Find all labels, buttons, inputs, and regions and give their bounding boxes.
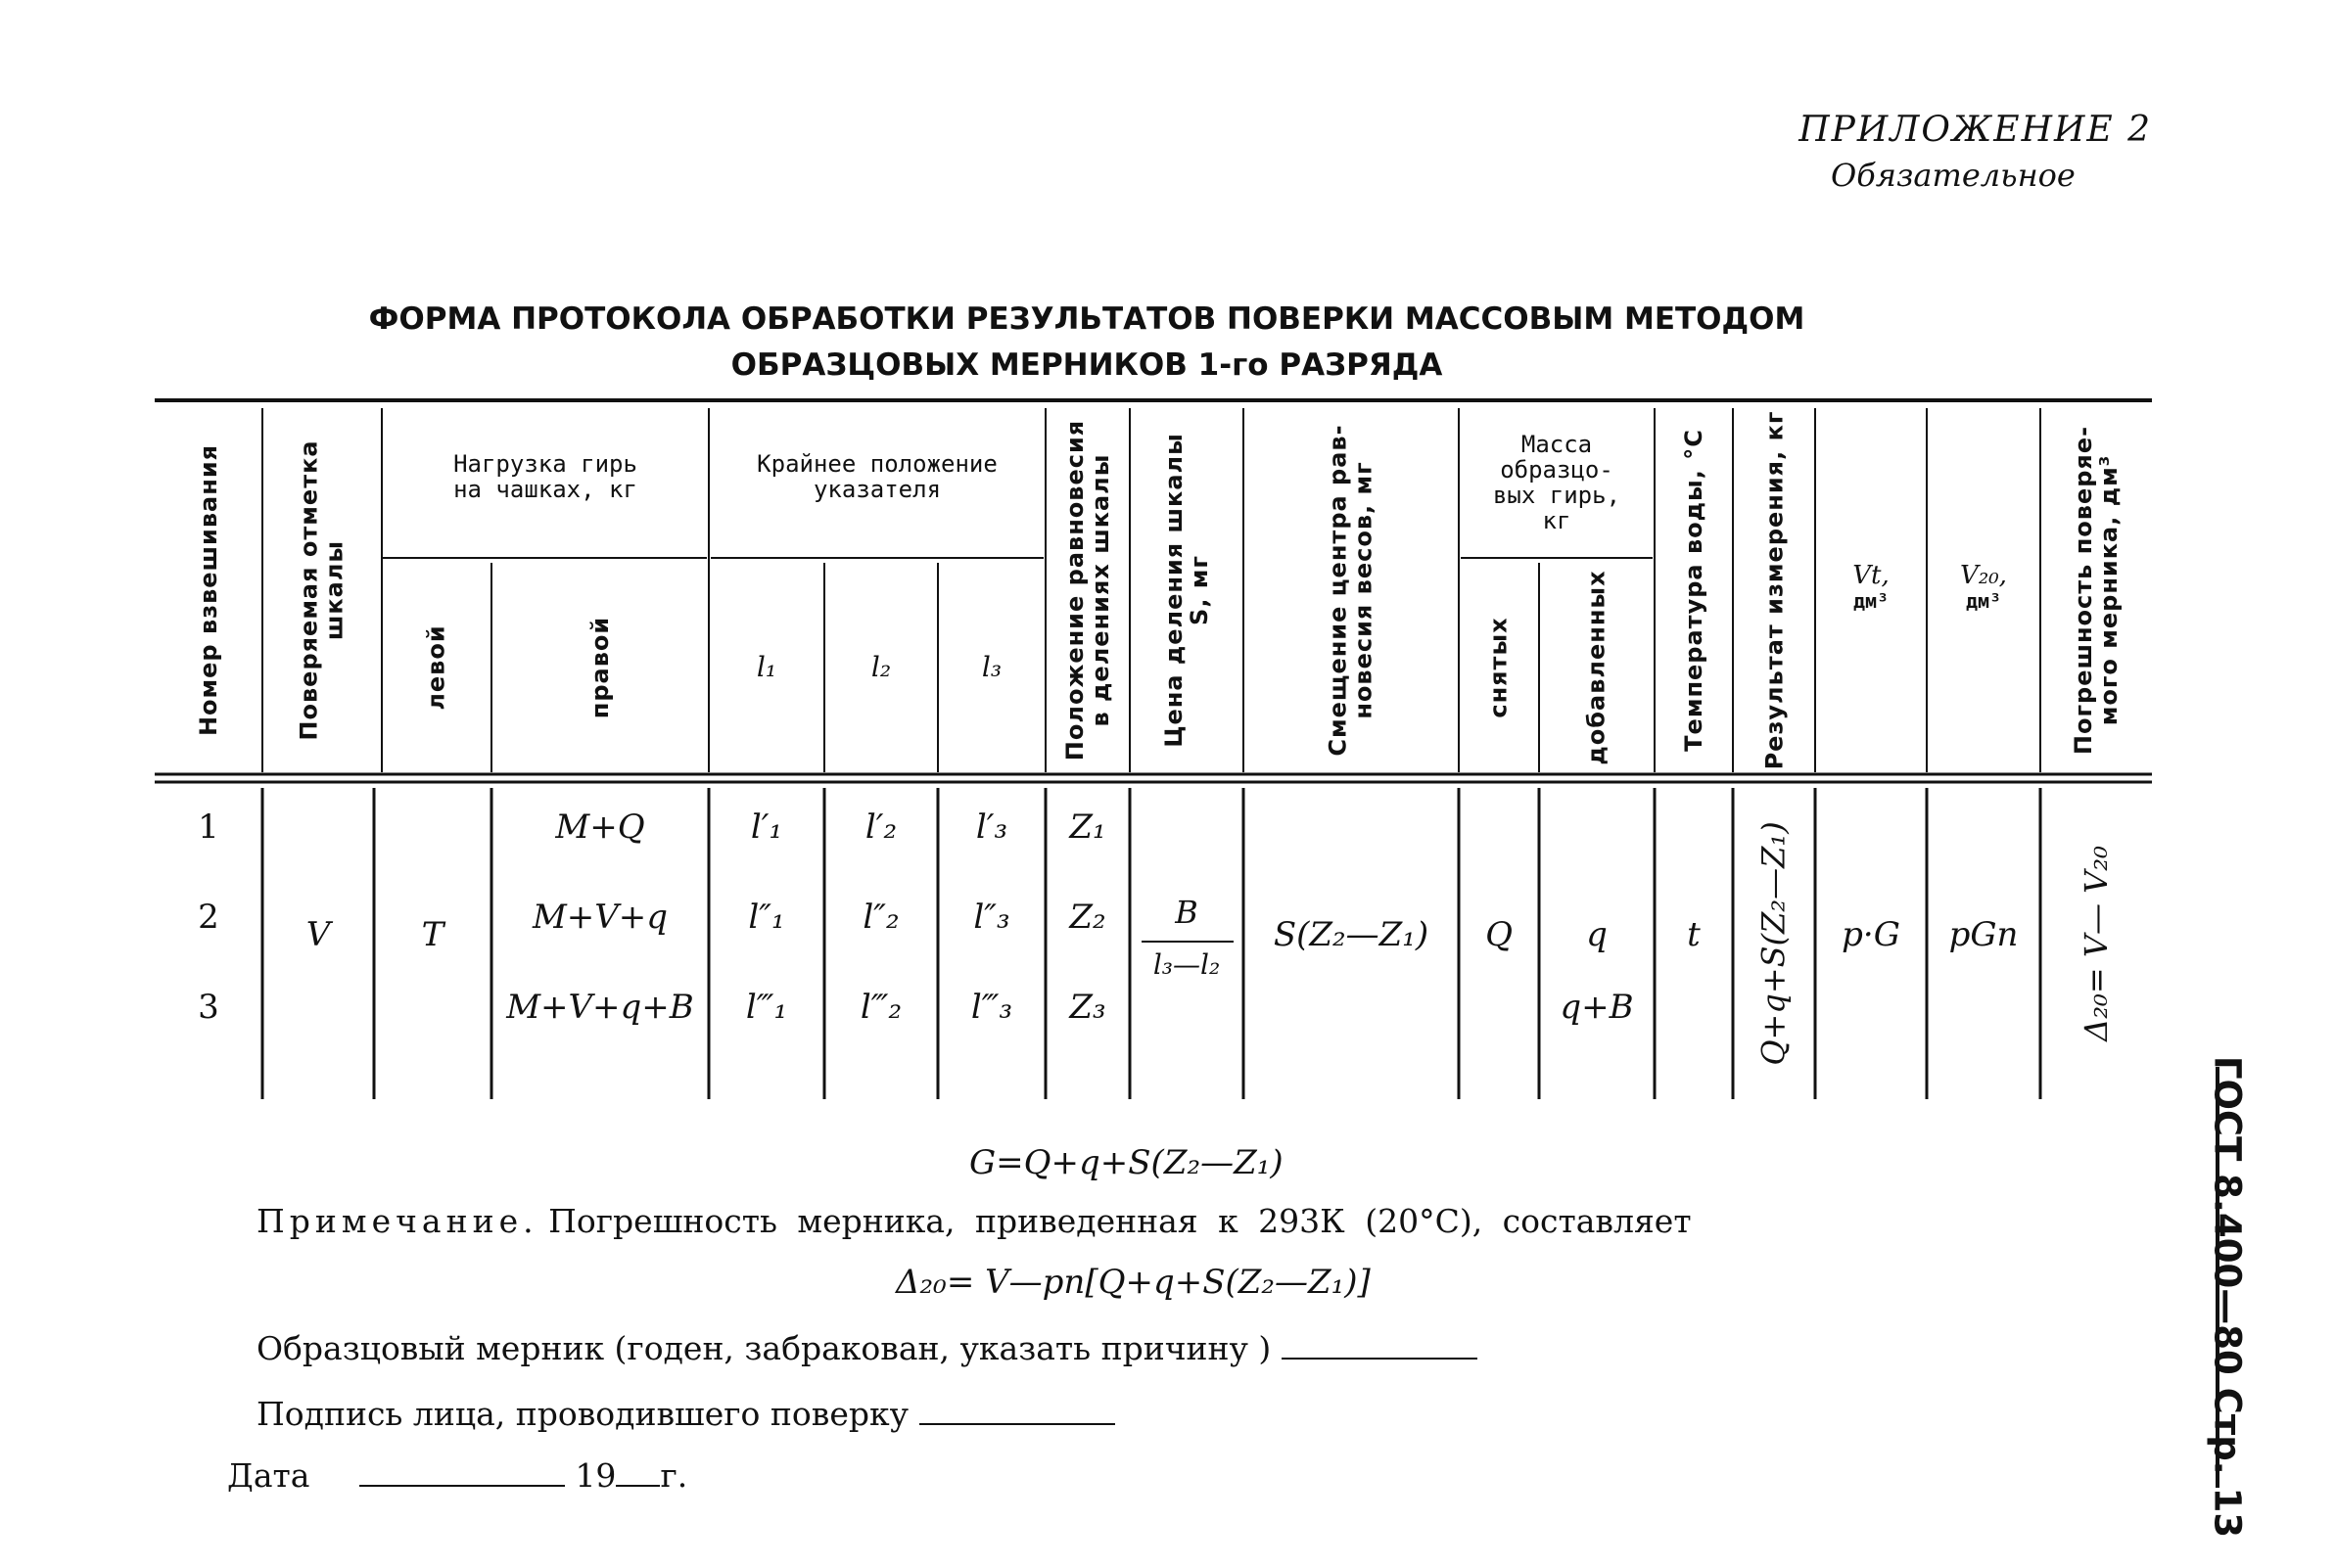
date-year-prefix: 19	[575, 1456, 617, 1495]
row-2-l2: l″₂	[863, 898, 900, 937]
header-vt-unit: дм³	[1852, 589, 1890, 613]
appendix-status: Обязательное	[1831, 157, 2076, 194]
division-price-denominator: l₃—l₂	[1152, 948, 1221, 981]
scale-mark-value: V	[305, 915, 331, 954]
signature-label: Подпись лица, проводившего поверку	[257, 1395, 910, 1433]
signature-blank[interactable]	[919, 1423, 1115, 1425]
header-pointer-group: Крайнее положение указателя	[757, 450, 998, 503]
header-equilibrium: Положение равновесия в делениях шкалы	[1061, 419, 1115, 761]
note	[257, 1202, 1692, 1240]
v20-value: pGn	[1948, 915, 2019, 954]
division-price-numerator: B	[1175, 894, 1198, 931]
row-2-l1: l″₁	[748, 898, 785, 937]
formula-g: G=Q+q+S(Z₂—Z₁)	[969, 1143, 1284, 1182]
header-l3: l₃	[981, 651, 1003, 683]
document-title-line-1: ФОРМА ПРОТОКОЛА ОБРАБОТКИ РЕЗУЛЬТАТОВ ПОВЕРКИ МАССОВЫМ МЕТОДОМ	[368, 301, 1805, 337]
header-error: Погрешность поверяе- мого мерника, дм³	[2070, 425, 2124, 756]
appendix-label: ПРИЛОЖЕНИЕ 2	[1798, 110, 2152, 150]
signature-line	[257, 1395, 1115, 1433]
note-formula: Δ₂₀= V—pn[Q+q+S(Z₂—Z₁)]	[896, 1263, 1371, 1302]
note-text: Погрешность мерника, приведенная к 293К (20°С), составляет	[548, 1202, 1692, 1240]
date-suffix: г.	[660, 1456, 688, 1495]
row-1-number: 1	[198, 807, 219, 847]
row-1-l3: l′₃	[975, 807, 1008, 847]
added-mass-value-1: q	[1586, 915, 1608, 954]
header-division-price: Цена деления шкалы S, мг	[1160, 433, 1214, 748]
date-label: Дата	[227, 1456, 310, 1495]
header-measurement-result: Результат измерения, кг	[1760, 410, 1788, 770]
center-shift-value: S(Z₂—Z₁)	[1273, 915, 1429, 954]
header-vt	[1815, 563, 1927, 614]
header-v20-unit: дм³	[1965, 589, 2002, 613]
added-mass-value-2: q+B	[1560, 988, 1634, 1027]
row-3-l1: l‴₁	[745, 988, 788, 1027]
header-load-left: левой	[422, 624, 450, 711]
left-load-value: T	[421, 915, 444, 954]
header-mass-group: Масса образцо- вых гирь, кг	[1492, 431, 1621, 534]
header-l1: l₁	[756, 651, 777, 683]
row-3-equilibrium: Z₃	[1069, 988, 1106, 1027]
sample-measure-label: Образцовый мерник (годен, забракован, указать причину )	[257, 1329, 1272, 1367]
header-load-group: Нагрузка гирь на чашках, кг	[453, 450, 637, 503]
row-3-right-load: M+V+q+B	[506, 988, 694, 1027]
row-2-right-load: M+V+q	[532, 898, 669, 937]
sample-measure-blank[interactable]	[1282, 1358, 1477, 1360]
removed-mass-value: Q	[1485, 915, 1513, 954]
header-mass-added: добавленных	[1583, 570, 1611, 765]
header-vt-symbol: Vt,	[1852, 561, 1890, 590]
result-value: Q+q+S(Z₂—Z₁)	[1755, 821, 1794, 1066]
header-center-shift: Смещение центра рав- новесия весов, мг	[1325, 424, 1378, 757]
protocol-table	[155, 396, 2152, 1101]
row-3-l2: l‴₂	[860, 988, 903, 1027]
vt-value: p·G	[1842, 915, 1900, 954]
header-v20-symbol: V₂₀,	[1960, 561, 2007, 590]
row-2-equilibrium: Z₂	[1069, 898, 1106, 937]
date-year-blank[interactable]	[616, 1485, 660, 1487]
standard-page-label: ГОСТ 8.400—80 Стр. 13	[2206, 1055, 2249, 1539]
water-temperature-value: t	[1687, 915, 1701, 954]
row-1-right-load: M+Q	[555, 807, 645, 847]
row-3-number: 3	[198, 988, 219, 1027]
header-v20	[1927, 563, 2040, 614]
row-1-equilibrium: Z₁	[1069, 807, 1106, 847]
header-weighing-number: Номер взвешивания	[195, 443, 223, 737]
row-3-l3: l‴₃	[970, 988, 1013, 1027]
header-load-right: правой	[585, 616, 614, 719]
row-1-l2: l′₂	[864, 807, 898, 847]
sample-measure-line	[257, 1329, 1477, 1367]
row-1-l1: l′₁	[750, 807, 783, 847]
date-line	[227, 1456, 687, 1495]
header-water-temperature: Температура воды, °С	[1680, 429, 1708, 752]
header-scale-mark: Поверяемая отметка шкалы	[296, 439, 350, 741]
date-day-month-blank[interactable]	[359, 1485, 565, 1487]
row-2-number: 2	[198, 898, 219, 937]
document-title-line-2: ОБРАЗЦОВЫХ МЕРНИКОВ 1-го РАЗРЯДА	[730, 347, 1443, 383]
header-l2: l₂	[870, 651, 892, 683]
header-mass-removed: снятых	[1485, 617, 1513, 718]
row-2-l3: l″₃	[973, 898, 1010, 937]
note-label: Примечание.	[257, 1202, 538, 1240]
error-value: Δ₂₀= V— V₂₀	[2078, 846, 2116, 1041]
